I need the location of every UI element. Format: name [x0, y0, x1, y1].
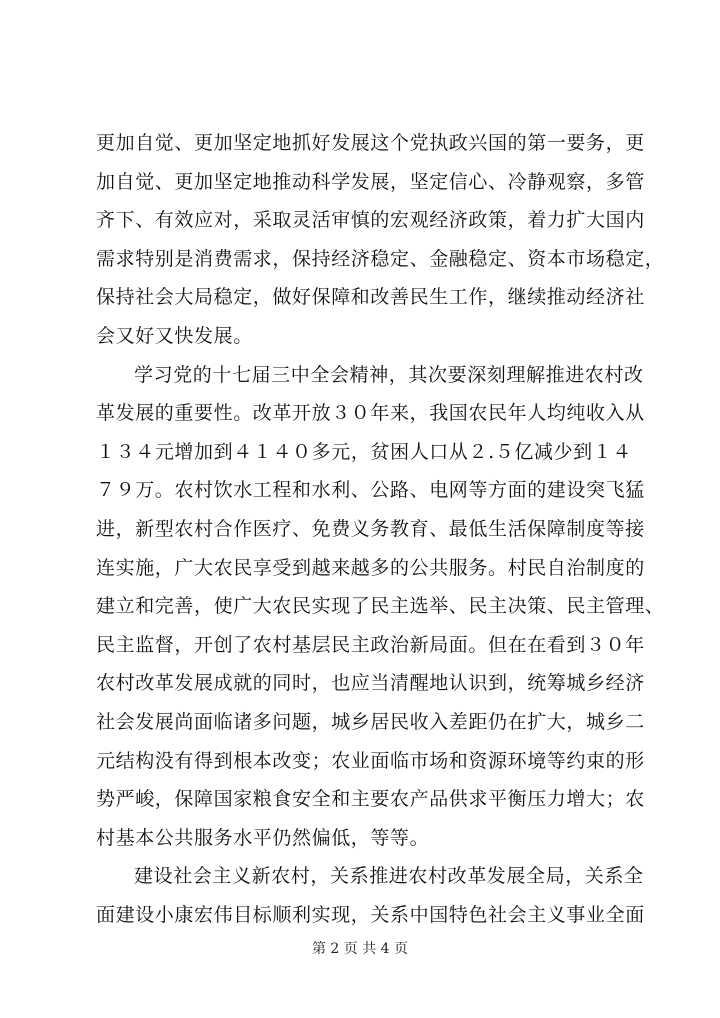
text-line: 进，新型农村合作医疗、免费义务教育、最低生活保障制度等接 [96, 517, 645, 540]
paragraph-3 [96, 857, 645, 934]
text-line: 农村改革发展成就的同时，也应当清醒地认识到，统筹城乡经济 [96, 672, 645, 695]
text-line: 革发展的重要性。改革开放３０年来，我国农民年人均纯收入从 [96, 402, 645, 425]
text-line: 学习党的十七届三中全会精神，其次要深刻理解推进农村改 [134, 363, 644, 386]
text-line: １３４元增加到４１４０多元，贫困人口从２.５亿减少到１４ [96, 440, 632, 463]
text-line: 社会发展尚面临诸多问题，城乡居民收入差距仍在扩大，城乡二 [96, 710, 645, 733]
page-number-footer: 第 2 页 共 4 页 [311, 941, 409, 957]
text-line: 面建设小康宏伟目标顺利实现，关系中国特色社会主义事业全面 [96, 903, 645, 926]
paragraph-2 [96, 356, 665, 858]
text-line: 势严峻，保障国家粮食安全和主要农产品供求平衡压力增大；农 [96, 788, 645, 811]
text-line: 更加自觉、更加坚定地抓好发展这个党执政兴国的第一要务，更 [96, 132, 645, 154]
text-line: 加自觉、更加坚定地推动科学发展，坚定信心、冷静观察，多管 [96, 170, 645, 193]
text-line: 民主监督，开创了农村基层民主政治新局面。但在在看到３０年 [96, 633, 645, 656]
text-line: 齐下、有效应对，采取灵活审慎的宏观经济政策，着力扩大国内 [96, 209, 645, 232]
text-line: 建设社会主义新农村，关系推进农村改革发展全局，关系全 [134, 865, 644, 888]
text-line: 需求特别是消费需求，保持经济稳定、金融稳定、资本市场稳定， [96, 247, 665, 270]
text-line: 元结构没有得到根本改变；农业面临市场和资源环境等约束的形 [96, 749, 645, 772]
text-line: 建立和完善，使广大农民实现了民主选举、民主决策、民主管理、 [96, 595, 665, 618]
document-body [96, 124, 665, 934]
paragraph-1 [96, 124, 665, 356]
text-line: 保持社会大局稳定，做好保障和改善民生工作，继续推动经济社 [96, 286, 645, 309]
text-line: 连实施，广大农民享受到越来越多的公共服务。村民自治制度的 [96, 556, 645, 579]
text-line: ７９万。农村饮水工程和水利、公路、电网等方面的建设突飞猛 [96, 479, 645, 502]
text-line: 村基本公共服务水平仍然偏低，等等。 [96, 826, 430, 849]
text-line: 会又好又快发展。 [96, 324, 253, 347]
